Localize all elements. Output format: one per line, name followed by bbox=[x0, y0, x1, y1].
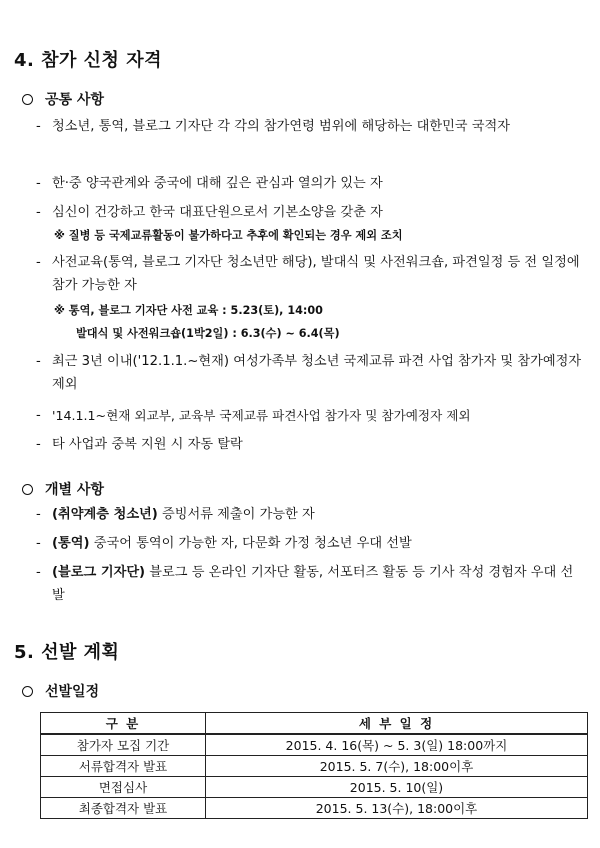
column-header: 세 부 일 정 bbox=[206, 713, 588, 735]
list-item-text: 심신이 건강하고 한국 대표단원으로서 기본소양을 갖춘 자 bbox=[52, 205, 383, 220]
list-item-text bbox=[52, 503, 584, 526]
list-item-text: 청소년, 통역, 블로그 기자단 각 각의 참가연령 범위에 해당하는 대한민국 국적자 bbox=[52, 119, 510, 134]
item-text: 중국어 통역이 가능한 자, 다문화 가정 청소년 우대 선발 bbox=[89, 536, 412, 551]
item-text: 증빙서류 제출이 가능한 자 bbox=[157, 507, 315, 522]
dash-bullet: - bbox=[36, 536, 41, 551]
list-item-text bbox=[52, 561, 584, 607]
note-exclusion: ※ 질병 등 국제교류활동이 불가하다고 추후에 확인되는 경우 제외 조치 bbox=[54, 229, 403, 242]
dash-bullet: - bbox=[36, 507, 41, 522]
individual-heading bbox=[22, 479, 104, 499]
list-item bbox=[36, 532, 584, 555]
common-heading-label: 공통 사항 bbox=[45, 92, 104, 108]
table-cell: 2015. 5. 7(수), 18:00이후 bbox=[206, 756, 588, 777]
list-item-text bbox=[52, 532, 584, 555]
dash-bullet: - bbox=[36, 354, 41, 369]
table-row bbox=[41, 798, 588, 819]
circle-bullet-icon bbox=[22, 94, 33, 105]
note-workshop: 발대식 및 사전워크숍(1박2일) : 6.3(수) ~ 6.4(목) bbox=[76, 327, 340, 340]
list-item bbox=[36, 503, 584, 526]
table-cell: 서류합격자 발표 bbox=[41, 756, 206, 777]
table-cell: 참가자 모집 기간 bbox=[41, 734, 206, 756]
table-cell: 2015. 5. 10(일) bbox=[206, 777, 588, 798]
dash-bullet: - bbox=[36, 437, 41, 452]
list-item-text: 최근 3년 이내('12.1.1.~현재) 여성가족부 청소년 국제교류 파견 사업 참가자 및 참가예정자 제외 bbox=[52, 354, 582, 392]
circle-bullet-icon bbox=[22, 484, 33, 495]
column-header: 구 분 bbox=[41, 713, 206, 735]
table-row bbox=[41, 756, 588, 777]
table-header-row bbox=[41, 713, 588, 735]
list-item-text: 타 사업과 중복 지원 시 자동 탈락 bbox=[52, 437, 243, 452]
list-item bbox=[36, 115, 584, 138]
note-training: ※ 통역, 블로그 기자단 사전 교육 : 5.23(토), 14:00 bbox=[54, 304, 323, 317]
list-item bbox=[36, 172, 584, 195]
schedule-heading bbox=[22, 681, 99, 701]
table-cell: 2015. 4. 16(목) ~ 5. 3(일) 18:00까지 bbox=[206, 734, 588, 756]
dash-bullet: - bbox=[36, 119, 41, 134]
list-item bbox=[36, 433, 584, 456]
item-tag: (취약계층 청소년) bbox=[52, 507, 158, 522]
list-item-text: 한·중 양국관계와 중국에 대해 깊은 관심과 열의가 있는 자 bbox=[52, 176, 383, 191]
dash-bullet: - bbox=[36, 408, 41, 423]
section-5-title: 5. 선발 계획 bbox=[14, 642, 120, 663]
common-heading bbox=[22, 89, 104, 109]
section-4-title: 4. 참가 신청 자격 bbox=[14, 50, 162, 71]
list-item bbox=[36, 561, 584, 607]
dash-bullet: - bbox=[36, 176, 41, 191]
list-item-text: '14.1.1~현재 외교부, 교육부 국제교류 파견사업 참가자 및 참가예정자 제외 bbox=[52, 408, 471, 423]
table-row bbox=[41, 777, 588, 798]
item-tag: (통역) bbox=[52, 536, 90, 551]
item-tag: (블로그 기자단) bbox=[52, 565, 146, 580]
list-item-text: 사전교육(통역, 블로그 기자단 청소년만 해당), 발대식 및 사전워크숍, 파견일정 등 전 일정에 참가 가능한 자 bbox=[52, 255, 580, 293]
item-text: 블로그 등 온라인 기자단 활동, 서포터즈 활동 등 기사 작성 경험자 우대 선발 bbox=[52, 565, 574, 603]
table-row bbox=[41, 734, 588, 756]
individual-heading-label: 개별 사항 bbox=[45, 482, 104, 498]
dash-bullet: - bbox=[36, 565, 41, 580]
circle-bullet-icon bbox=[22, 686, 33, 697]
schedule-heading-label: 선발일정 bbox=[45, 684, 100, 700]
schedule-table bbox=[40, 712, 588, 819]
list-item bbox=[36, 350, 584, 396]
list-item bbox=[36, 251, 584, 297]
dash-bullet: - bbox=[36, 205, 41, 220]
list-item bbox=[36, 201, 584, 224]
table-cell: 면접심사 bbox=[41, 777, 206, 798]
dash-bullet: - bbox=[36, 255, 41, 270]
table-cell: 최종합격자 발표 bbox=[41, 798, 206, 819]
list-item bbox=[36, 404, 584, 427]
table-cell: 2015. 5. 13(수), 18:00이후 bbox=[206, 798, 588, 819]
